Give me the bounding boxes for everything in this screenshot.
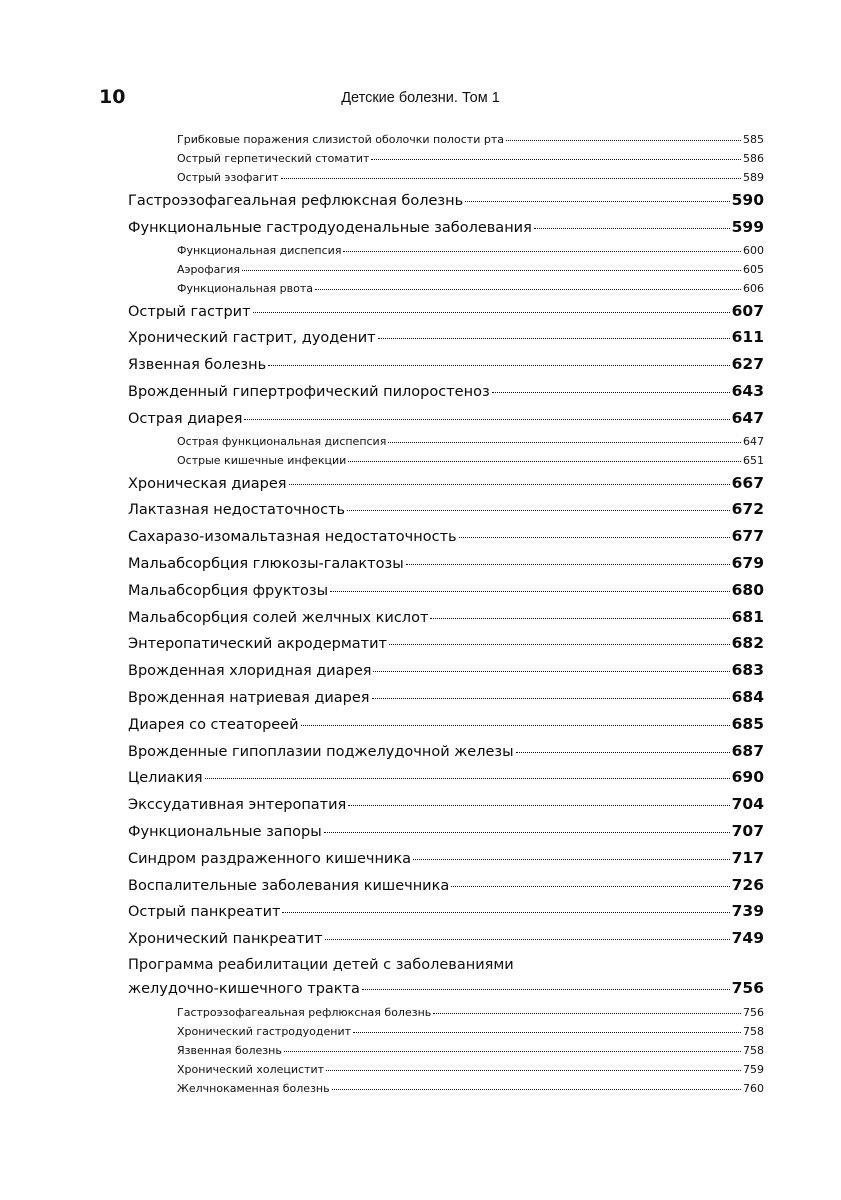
toc-entry-title: Лактазная недостаточность <box>128 502 346 519</box>
toc-entry-page: 717 <box>731 848 764 867</box>
toc-entry-title: Аэрофагия <box>177 262 240 276</box>
toc-entry <box>128 405 764 432</box>
toc-entry-multiline <box>128 954 764 1000</box>
toc-entry-page: 690 <box>731 768 764 787</box>
toc-entry <box>128 845 764 872</box>
toc-entry-page: 647 <box>743 434 764 448</box>
toc-leader-dots <box>289 484 730 485</box>
toc-entry-page: 704 <box>731 795 764 814</box>
toc-entry-page: 589 <box>743 171 764 184</box>
toc-entry <box>128 684 764 711</box>
toc-subentry <box>128 241 764 260</box>
toc-entry <box>128 298 764 325</box>
toc-entry-title: Экссудативная энтеропатия <box>128 797 347 814</box>
toc-entry-page: 683 <box>731 661 764 680</box>
toc-subentry <box>128 168 764 187</box>
toc-entry-page: 756 <box>743 1005 764 1019</box>
toc-entry-title: Функциональные запоры <box>128 823 322 840</box>
toc-entry-title: Мальабсорбция глюкозы-галактозы <box>128 555 404 572</box>
toc-leader-dots <box>205 778 730 779</box>
toc-leader-dots <box>282 912 729 913</box>
toc-entry-title: Хронический холецистит <box>177 1062 325 1076</box>
toc-entry-title: Грибковые поражения слизистой оболочки полости рта <box>177 133 504 146</box>
toc-entry-title: Острая функциональная диспепсия <box>177 434 387 448</box>
toc-entry-title: Сахаразо-изомальтазная недостаточность <box>128 529 457 546</box>
toc-entry-page: 677 <box>731 527 764 546</box>
toc-entry <box>128 187 764 214</box>
toc-leader-dots <box>325 939 730 940</box>
toc-entry <box>128 604 764 631</box>
toc-entry-title: Синдром раздраженного кишечника <box>128 850 411 867</box>
toc-subentry <box>128 130 764 149</box>
toc-entry-page: 758 <box>743 1024 764 1038</box>
toc-subentry <box>128 432 764 451</box>
toc-entry <box>128 550 764 577</box>
toc-leader-dots <box>330 591 730 592</box>
toc-leader-dots <box>284 1051 741 1052</box>
toc-entry <box>128 925 764 952</box>
toc-entry-title: Энтеропатический акродерматит <box>128 636 387 653</box>
toc-entry-title: Воспалительные заболевания кишечника <box>128 877 450 894</box>
toc-entry <box>128 470 764 497</box>
toc-subentry <box>128 1003 764 1022</box>
toc-subentry <box>128 451 764 470</box>
toc-entry-title: Врожденная хлоридная диарея <box>128 663 372 680</box>
toc-entry-title: Диарея со стеатореей <box>128 716 299 733</box>
toc-entry <box>128 496 764 523</box>
toc-leader-dots <box>348 461 741 462</box>
toc-subentry <box>128 1079 764 1098</box>
toc-leader-dots <box>451 886 729 887</box>
toc-entry <box>128 764 764 791</box>
page-number: 10 <box>99 86 126 108</box>
toc-entry-page: 756 <box>731 978 764 997</box>
toc-leader-dots <box>253 312 730 313</box>
toc-entry-page: 707 <box>731 821 764 840</box>
toc-entry-page: 684 <box>731 687 764 706</box>
toc-entry-page: 606 <box>743 281 764 295</box>
toc-entry <box>128 523 764 550</box>
toc-leader-dots <box>362 989 730 990</box>
toc-entry-page: 643 <box>731 381 764 400</box>
toc-entry-line2 <box>128 977 764 1000</box>
toc-leader-dots <box>413 859 730 860</box>
toc-entry-title: Функциональная рвота <box>177 281 314 295</box>
toc-entry <box>128 872 764 899</box>
toc-subentry <box>128 279 764 298</box>
toc-entry <box>128 324 764 351</box>
toc-leader-dots <box>353 1032 741 1033</box>
toc-leader-dots <box>281 178 741 179</box>
toc-entry-title: Острый герпетический стоматит <box>177 152 370 165</box>
toc-entry <box>128 818 764 845</box>
toc-entry-page: 607 <box>731 301 764 320</box>
toc-entry-page: 667 <box>731 473 764 492</box>
toc-entry-page: 647 <box>731 408 764 427</box>
toc-entry <box>128 577 764 604</box>
toc-leader-dots <box>268 365 729 366</box>
toc-entry <box>128 738 764 765</box>
toc-entry <box>128 657 764 684</box>
toc-entry-title: Острый гастрит <box>128 303 251 320</box>
toc-entry-page: 681 <box>731 607 764 626</box>
toc-entry-page: 679 <box>731 553 764 572</box>
toc-entry <box>128 791 764 818</box>
toc-leader-dots <box>516 752 730 753</box>
toc-entry-title: Врожденная натриевая диарея <box>128 689 370 706</box>
toc-leader-dots <box>324 832 730 833</box>
toc-entry-title: Язвенная болезнь <box>177 1043 282 1057</box>
toc-entry-page: 611 <box>731 328 764 347</box>
toc-entry-title: Острый панкреатит <box>128 904 281 921</box>
toc-entry-title: Хроническая диарея <box>128 475 287 492</box>
toc-entry <box>128 214 764 241</box>
toc-entry <box>128 351 764 378</box>
toc-entry-page: 627 <box>731 355 764 374</box>
toc-entry-page: 758 <box>743 1043 764 1057</box>
toc-leader-dots <box>378 338 730 339</box>
toc-entry <box>128 378 764 405</box>
toc-leader-dots <box>315 289 741 290</box>
toc-entry-title: Острый эзофагит <box>177 171 279 184</box>
toc-leader-dots <box>347 510 730 511</box>
toc-leader-dots <box>389 644 730 645</box>
toc-entry-page: 672 <box>731 500 764 519</box>
toc-leader-dots <box>326 1070 741 1071</box>
toc-leader-dots <box>388 442 741 443</box>
toc-entry <box>128 630 764 657</box>
toc-entry-title: Целиакия <box>128 770 203 787</box>
toc-leader-dots <box>406 564 730 565</box>
toc-leader-dots <box>242 270 741 271</box>
toc-entry-title: Острая диарея <box>128 410 243 427</box>
toc-entry-title-line1: Программа реабилитации детей с заболеваниями <box>128 956 514 973</box>
toc-leader-dots <box>465 201 729 202</box>
toc-entry-page: 590 <box>731 191 764 209</box>
toc-subentry <box>128 1041 764 1060</box>
toc-entry-page: 749 <box>731 929 764 948</box>
table-of-contents <box>128 130 764 1098</box>
toc-entry-title: желудочно-кишечного тракта <box>128 980 360 997</box>
toc-entry-page: 680 <box>731 580 764 599</box>
toc-entry-title: Хронический панкреатит <box>128 931 323 948</box>
toc-entry-page: 585 <box>743 133 764 146</box>
toc-entry-page: 760 <box>743 1081 764 1095</box>
toc-entry-title: Мальабсорбция солей желчных кислот <box>128 609 429 626</box>
toc-entry-title: Врожденный гипертрофический пилоростеноз <box>128 383 490 400</box>
toc-entry-title: Острые кишечные инфекции <box>177 453 347 467</box>
toc-entry-title: Гастроэзофагеальная рефлюксная болезнь <box>177 1005 432 1019</box>
toc-entry-page: 586 <box>743 152 764 165</box>
toc-entry-page: 600 <box>743 243 764 257</box>
toc-entry-title: Мальабсорбция фруктозы <box>128 582 329 599</box>
toc-leader-dots <box>492 392 730 393</box>
toc-leader-dots <box>373 671 729 672</box>
toc-leader-dots <box>459 537 730 538</box>
toc-entry-title: Врожденные гипоплазии поджелудочной железы <box>128 743 514 760</box>
toc-entry-page: 682 <box>731 634 764 653</box>
toc-leader-dots <box>332 1089 741 1090</box>
toc-entry-title: Хронический гастрит, дуоденит <box>128 330 376 347</box>
toc-entry-title: Язвенная болезнь <box>128 357 267 374</box>
toc-subentry <box>128 1060 764 1079</box>
toc-entry-title: Гастроэзофагеальная рефлюксная болезнь <box>128 193 464 209</box>
toc-entry-page: 739 <box>731 902 764 921</box>
toc-entry-page: 687 <box>731 741 764 760</box>
toc-leader-dots <box>371 159 741 160</box>
toc-leader-dots <box>506 140 741 141</box>
toc-entry-page: 685 <box>731 714 764 733</box>
toc-leader-dots <box>372 698 730 699</box>
toc-entry-page: 759 <box>743 1062 764 1076</box>
toc-entry-page: 605 <box>743 262 764 276</box>
toc-subentry <box>128 260 764 279</box>
running-title: Детские болезни. Том 1 <box>341 90 500 106</box>
toc-leader-dots <box>301 725 730 726</box>
toc-leader-dots <box>244 419 729 420</box>
toc-entry <box>128 898 764 925</box>
toc-entry-title: Хронический гастродуоденит <box>177 1024 351 1038</box>
toc-entry-page: 726 <box>731 875 764 894</box>
toc-entry-title: Функциональные гастродуоденальные заболевания <box>128 219 532 236</box>
toc-entry <box>128 711 764 738</box>
toc-entry-title: Функциональная диспепсия <box>177 243 342 257</box>
toc-entry-page: 651 <box>743 453 764 467</box>
toc-leader-dots <box>343 251 741 252</box>
toc-subentry <box>128 1022 764 1041</box>
toc-leader-dots <box>433 1013 741 1014</box>
toc-subentry <box>128 149 764 168</box>
toc-leader-dots <box>348 805 729 806</box>
toc-leader-dots <box>430 618 729 619</box>
toc-entry-title: Желчнокаменная болезнь <box>177 1081 330 1095</box>
toc-leader-dots <box>534 228 730 229</box>
toc-entry-page: 599 <box>731 217 764 236</box>
